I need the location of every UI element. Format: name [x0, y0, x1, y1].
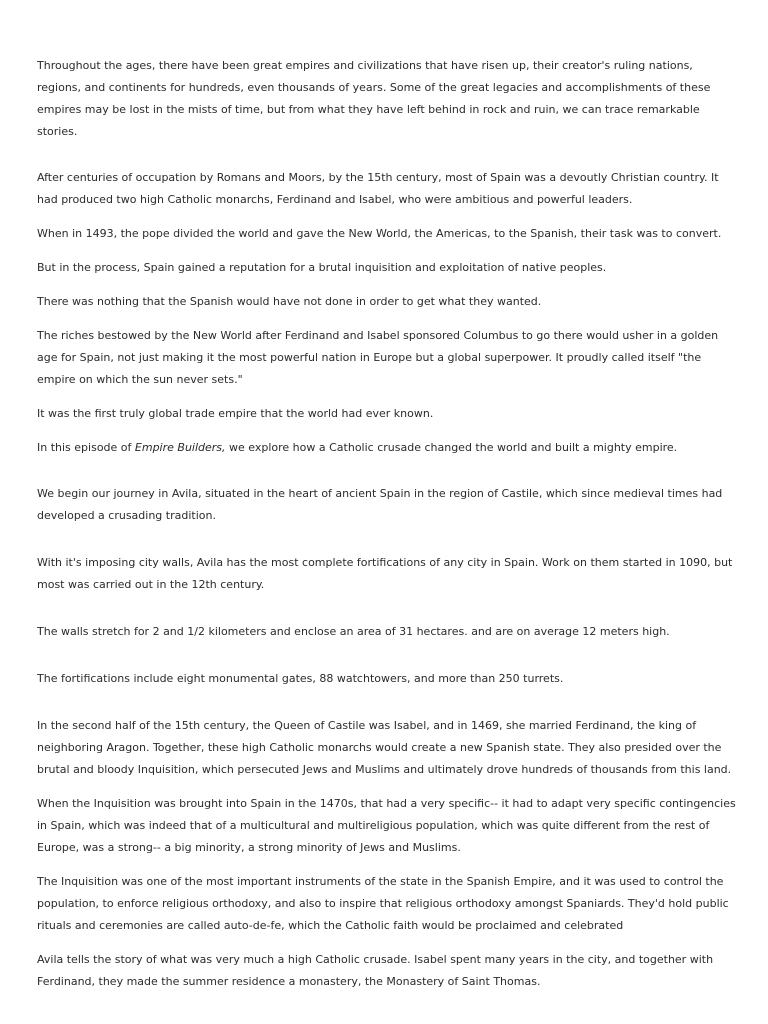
paragraph-walls-stretch: The walls stretch for 2 and 1/2 kilometers and enclose an area of 31 hectares. and are on average 12 meters high. [37, 625, 670, 638]
paragraph-nothing-not-done: There was nothing that the Spanish would have not done in order to get what they wanted. [37, 295, 542, 308]
paragraph-pope-divided-world: When in 1493, the pope divided the world and gave the New World, the Americas, to the Spanish, their task was to convert. [37, 227, 722, 240]
paragraph-avila-journey: We begin our journey in Avila, situated in the heart of ancient Spain in the region of Castile, which since medieval times had developed a crusading tradition. [37, 487, 723, 522]
transcript-document [37, 55, 737, 993]
paragraph-reputation: But in the process, Spain gained a reputation for a brutal inquisition and exploitation of native peoples. [37, 261, 607, 274]
paragraph-intro: Throughout the ages, there have been great empires and civilizations that have risen up, their creator's ruling nations, regions, and continents for hundreds, even thousands of years. Some of the great legacies and accomplishments of these empires may be lost in the mists of time, but from what they have left behind in rock and ruin, we can trace remarkable stories. [37, 59, 711, 138]
episode-intro-before: In this episode of [37, 441, 135, 454]
paragraph-fortifications: The fortifications include eight monumental gates, 88 watchtowers, and more than 250 turrets. [37, 672, 564, 685]
paragraph-avila-crusade: Avila tells the story of what was very much a high Catholic crusade. Isabel spent many years in the city, and together with Ferdinand, they made the summer residence a monastery, the Monastery of Saint Thomas. [37, 953, 714, 988]
paragraph-inquisition-1470s: When the Inquisition was brought into Spain in the 1470s, that had a very specific-- it had to adapt very specific contingencies in Spain, which was indeed that of a multicultural and multireligious population, which was quite different from the rest of Europe, was a strong-- a big minority, a strong minority of Jews and Muslims. [37, 797, 736, 854]
paragraph-spain-15th-century: After centuries of occupation by Romans and Moors, by the 15th century, most of Spain was a devoutly Christian country. It had produced two high Catholic monarchs, Ferdinand and Isabel, who were ambitious and powerful leaders. [37, 171, 719, 206]
paragraph-global-trade-empire: It was the first truly global trade empire that the world had ever known. [37, 407, 434, 420]
episode-intro-after: we explore how a Catholic crusade changed the world and built a mighty empire. [225, 441, 678, 454]
episode-series-title: Empire Builders, [134, 441, 226, 454]
paragraph-episode-intro [37, 437, 737, 459]
paragraph-avila-walls: With it's imposing city walls, Avila has the most complete fortifications of any city in Spain. Work on them started in 1090, but most was carried out in the 12th century. [37, 556, 733, 591]
paragraph-inquisition-instrument: The Inquisition was one of the most important instruments of the state in the Spanish Empire, and it was used to control the population, to enforce religious orthodoxy, and also to inspire that religious orthodoxy amongst Spaniards. They'd hold public rituals and ceremonies are called auto-de-fe, which the Catholic faith would be proclaimed and celebrated [37, 875, 729, 932]
paragraph-isabel-ferdinand: In the second half of the 15th century, the Queen of Castile was Isabel, and in 1469, she married Ferdinand, the king of neighboring Aragon. Together, these high Catholic monarchs would create a new Spanish state. They also presided over the brutal and bloody Inquisition, which persecuted Jews and Muslims and ultimately drove hundreds of thousands from this land. [37, 719, 732, 776]
paragraph-golden-age: The riches bestowed by the New World after Ferdinand and Isabel sponsored Columbus to go there would usher in a golden age for Spain, not just making it the most powerful nation in Europe but a global superpower. It proudly called itself "the empire on which the sun never sets." [37, 329, 719, 386]
